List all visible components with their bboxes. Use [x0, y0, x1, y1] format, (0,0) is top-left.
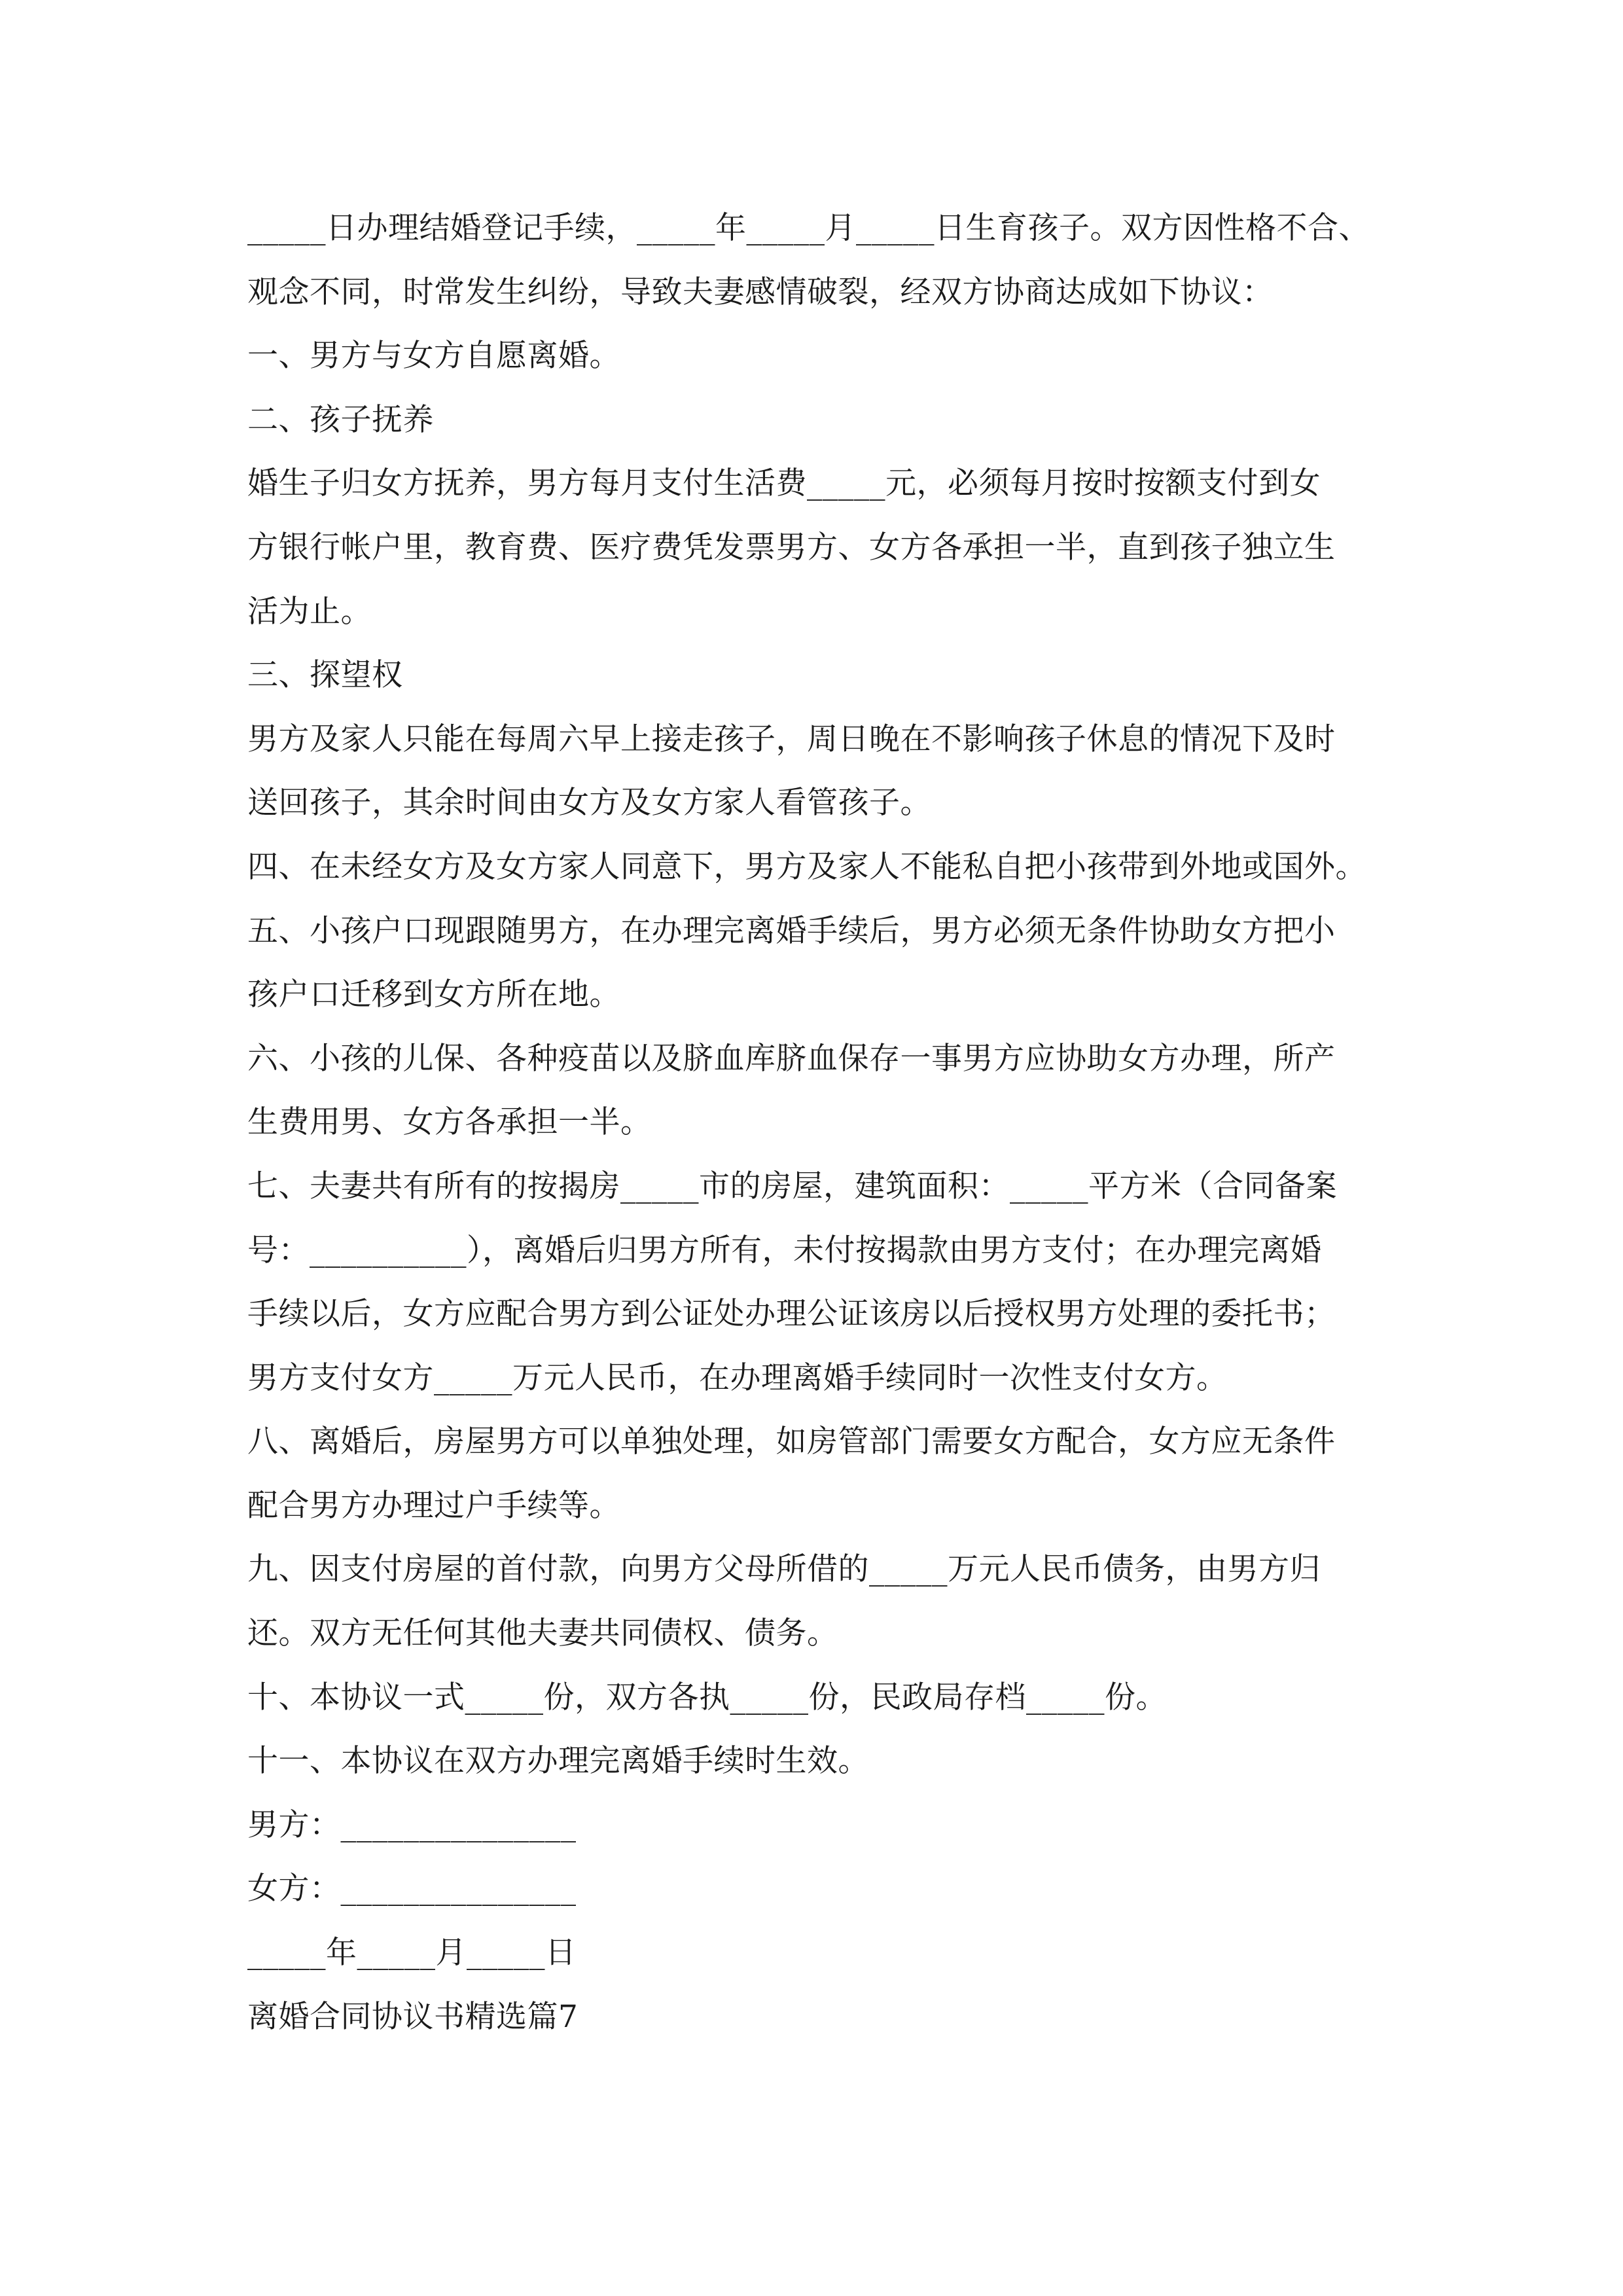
clause-heading: 六、小孩的儿保、各种疫苗以及脐血库脐血保存一事男方应协助女方办理，所产: [247, 1040, 1336, 1077]
text-line: 婚生子归女方抚养，男方每月支付生活费_____元，必须每月按时按额支付到女: [247, 465, 1321, 502]
text-line: _____日办理结婚登记手续，_____年_____月_____日生育孩子。双方因性格不合、: [247, 210, 1370, 246]
clause-heading: 九、因支付房屋的首付款，向男方父母所借的_____万元人民币债务，由男方归: [247, 1551, 1321, 1588]
text-line: 活为止。: [247, 593, 372, 630]
clause-heading: 十一、本协议在双方办理完离婚手续时生效。: [247, 1743, 869, 1780]
text-line: 生费用男、女方各承担一半。: [247, 1104, 652, 1141]
date-line: _____年_____月_____日: [247, 1935, 577, 1971]
text-line: 观念不同，时常发生纠纷，导致夫妻感情破裂，经双方协商达成如下协议：: [247, 274, 1274, 310]
text-line: 号：__________），离婚后归男方所有，未付按揭款由男方支付；在办理完离婚: [247, 1232, 1322, 1268]
clause-heading: 二、孩子抚养: [247, 401, 434, 438]
text-line: 送回孩子，其余时间由女方及女方家人看管孩子。: [247, 785, 931, 821]
clause-heading: 三、探望权: [247, 657, 403, 694]
clause-heading: 四、在未经女方及女方家人同意下，男方及家人不能私自把小孩带到外地或国外。: [247, 848, 1366, 885]
text-line: 配合男方办理过户手续等。: [247, 1487, 620, 1524]
clause-heading: 七、夫妻共有所有的按揭房_____市的房屋，建筑面积：_____平方米（合同备案: [247, 1168, 1337, 1204]
clause-heading: 五、小孩户口现跟随男方，在办理完离婚手续后，男方必须无条件协助女方把小: [247, 912, 1336, 949]
male-signature-line: 男方：_______________: [247, 1806, 577, 1843]
female-signature-line: 女方：_______________: [247, 1871, 577, 1907]
text-line: 男方支付女方_____万元人民币，在办理离婚手续同时一次性支付女方。: [247, 1359, 1228, 1396]
clause-heading: 八、离婚后，房屋男方可以单独处理，如房管部门需要女方配合，女方应无条件: [247, 1424, 1336, 1460]
text-line: 男方及家人只能在每周六早上接走孩子，周日晚在不影响孩子休息的情况下及时: [247, 721, 1336, 757]
text-line: 还。双方无任何其他夫妻共同债权、债务。: [247, 1615, 838, 1652]
text-line: 方银行帐户里，教育费、医疗费凭发票男方、女方各承担一半，直到孩子独立生: [247, 529, 1336, 565]
text-line: 手续以后，女方应配合男方到公证处办理公证该房以后授权男方处理的委托书；: [247, 1296, 1336, 1333]
clause-heading: 十、本协议一式_____份，双方各执_____份，民政局存档_____份。: [247, 1679, 1167, 1715]
document-page: [247, 196, 1381, 2049]
clause-heading: 一、男方与女方自愿离婚。: [247, 338, 620, 374]
text-line: 孩户口迁移到女方所在地。: [247, 977, 620, 1013]
section-title: 离婚合同协议书精选篇7: [247, 1998, 579, 2035]
